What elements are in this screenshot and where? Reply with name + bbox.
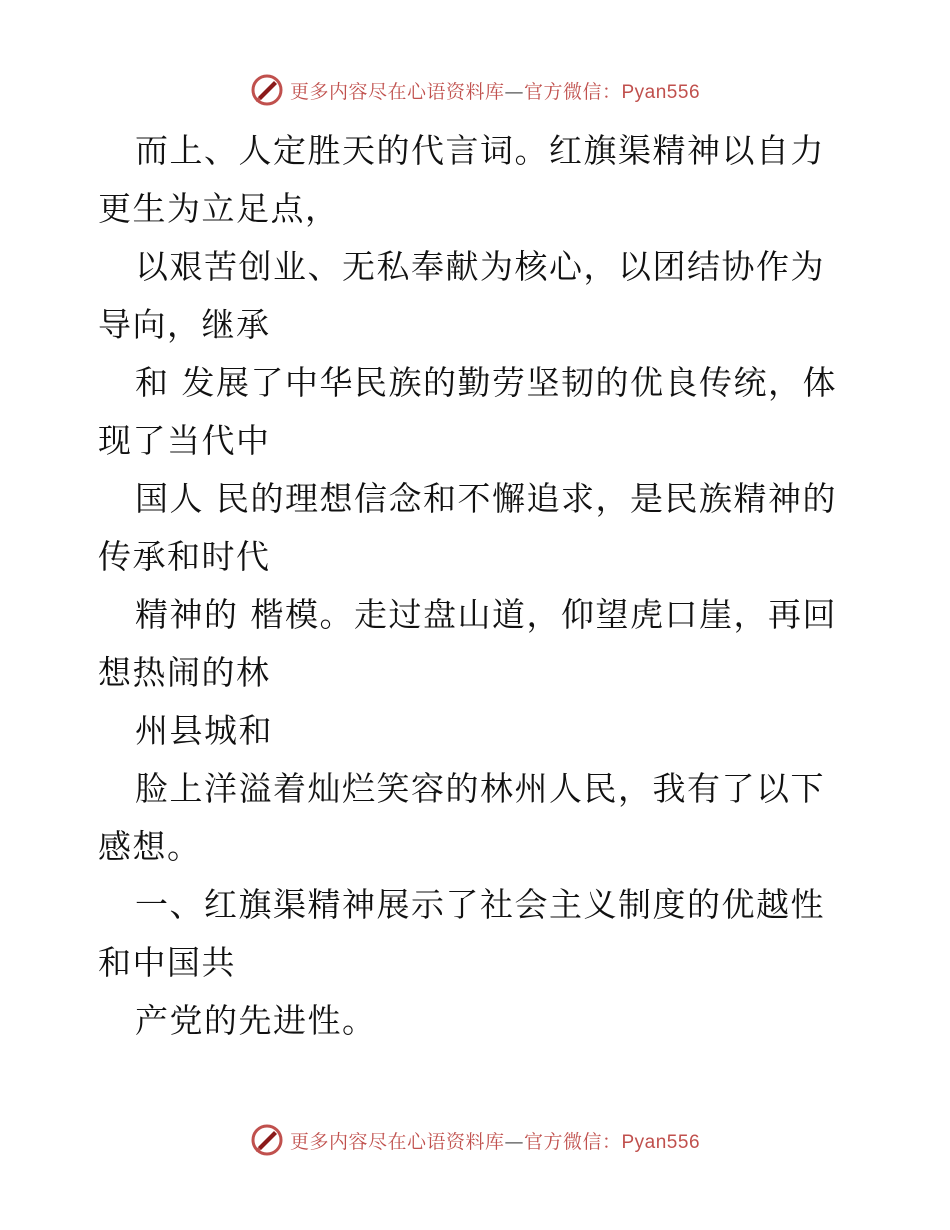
footer-main-text: 更多内容尽在心语资料库 xyxy=(289,1130,505,1153)
footer-wechat-label: 官方微信： xyxy=(523,1130,622,1153)
header-wechat-label: 官方微信： xyxy=(523,80,622,103)
paragraph-6: 州县城和 xyxy=(135,711,273,750)
header-dash: — xyxy=(504,80,524,103)
paragraph-3: 和 发展了中华民族的勤劳坚韧的优良传统，体现了当代中 xyxy=(98,363,837,460)
header-watermark xyxy=(0,70,950,110)
footer-text xyxy=(290,1127,700,1154)
pen-logo-icon xyxy=(250,1123,284,1157)
header-main-text: 更多内容尽在心语资料库 xyxy=(289,80,505,103)
paragraph-7: 脸上洋溢着灿烂笑容的林州人民，我有了以下感想。 xyxy=(98,769,825,866)
footer-watermark xyxy=(0,1120,950,1160)
paragraph-8: 一、红旗渠精神展示了社会主义制度的优越性和中国共 xyxy=(98,885,825,982)
header-wechat-id: Pyan556 xyxy=(621,81,701,103)
paragraph-2: 以艰苦创业、无私奉献为核心，以团结协作为导向，继承 xyxy=(98,247,825,344)
pen-logo-icon xyxy=(250,73,284,107)
paragraph-1: 而上、人定胜天的代言词。红旗渠精神以自力更生为立足点， xyxy=(98,131,825,228)
paragraph-9: 产党的先进性。 xyxy=(135,1001,377,1040)
footer-wechat-id: Pyan556 xyxy=(621,1131,701,1153)
header-text xyxy=(290,77,700,104)
document-body xyxy=(98,122,858,1050)
footer-dash: — xyxy=(504,1130,524,1153)
paragraph-4: 国人 民的理想信念和不懈追求，是民族精神的传承和时代 xyxy=(98,479,837,576)
paragraph-5: 精神的 楷模。走过盘山道，仰望虎口崖，再回想热闹的林 xyxy=(98,595,837,692)
